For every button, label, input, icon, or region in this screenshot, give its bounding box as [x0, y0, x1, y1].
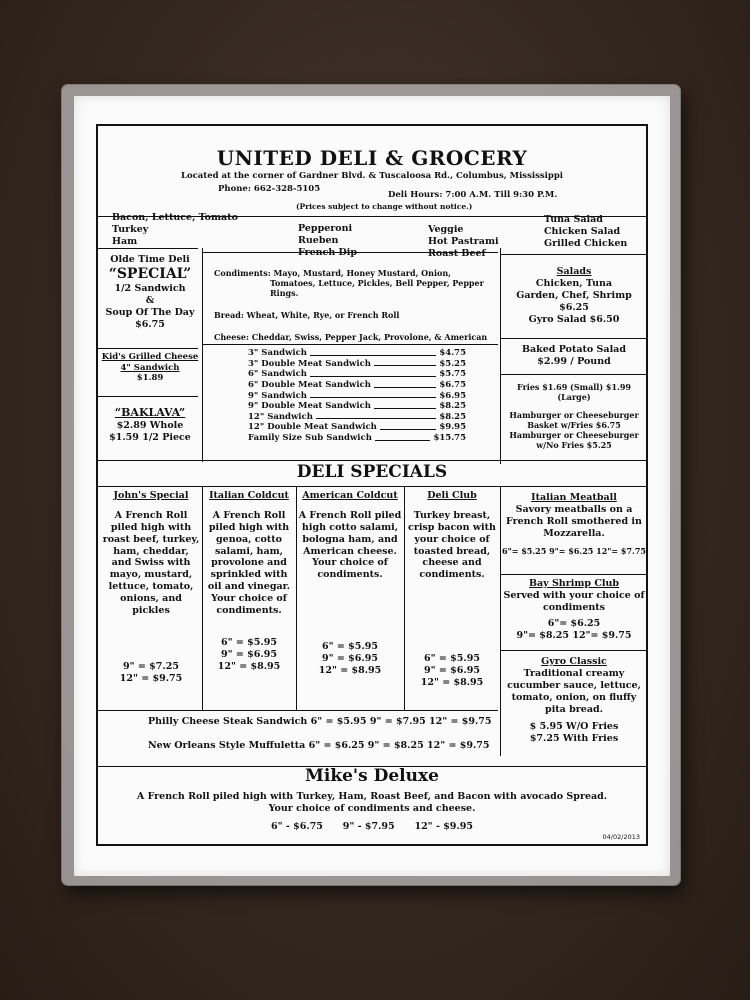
potato-price: $2.99 / Pound	[537, 355, 611, 367]
special-desc: Served with your choice of condiments	[503, 589, 645, 613]
special-title: “SPECIAL”	[108, 265, 192, 282]
special-price: 6"= $6.25	[547, 617, 601, 629]
size-row: 9" Sandwich $6.95	[248, 390, 466, 401]
special-desc: A French Roll piled high with roast beef, turkey, ham, cheddar, and Swiss with mayo, mustard, lettuce, tomato, onions, and pickles	[102, 509, 200, 616]
special-price: 9" = $6.95	[322, 653, 378, 664]
muffuletta-line: New Orleans Style Muffuletta 6" = $6.25 9" = $8.25 12" = $9.75	[148, 740, 490, 751]
menu-item: Chicken Salad	[544, 225, 621, 237]
special-name: Italian Coldcut	[209, 490, 289, 501]
salads-box	[500, 266, 648, 325]
special-name: Gyro Classic	[541, 656, 607, 667]
special-line: Olde Time Deli	[110, 254, 190, 265]
baklava-box	[98, 406, 202, 444]
size-row: 6" Double Meat Sandwich $6.75	[248, 379, 466, 390]
meats-col2	[298, 223, 357, 259]
special-line: &	[145, 295, 155, 307]
deluxe-title: Mike's Deluxe	[305, 766, 439, 786]
salads-title: Salads	[556, 266, 592, 277]
menu-item: Pepperoni	[298, 223, 353, 234]
menu-item: Rueben	[298, 234, 339, 246]
size-row: 12" Sandwich $8.25	[248, 411, 466, 422]
kids-size: 4" Sandwich	[120, 362, 180, 373]
condiments-text: Tomatoes, Lettuce, Pickles, Bell Pepper, Pepper Rings.	[270, 278, 484, 298]
special-price: 12" = $8.95	[318, 664, 382, 676]
size-row: 3" Sandwich $4.75	[248, 348, 466, 358]
kids-price: $1.89	[136, 373, 164, 384]
special-price: 9" = $6.95	[424, 665, 480, 676]
special-line: Soup Of The Day	[105, 307, 195, 319]
print-date: 04/02/2013	[602, 832, 640, 841]
location-text: Located at the corner of Gardner Blvd. & Tuscaloosa Rd., Columbus, Mississippi	[180, 171, 564, 181]
gyro-box	[502, 656, 646, 745]
baklava-title: “BAKLAVA”	[114, 406, 186, 419]
meats-col3	[428, 224, 499, 260]
kids-title: Kid's Grilled Cheese	[101, 352, 199, 362]
header	[98, 146, 646, 182]
size-price-list	[248, 348, 466, 444]
special-price: 6" = $5.95	[221, 636, 277, 648]
special-name: John's Special	[113, 490, 189, 501]
size-row: 9" Double Meat Sandwich $8.25	[248, 401, 466, 412]
meats-col1	[112, 212, 238, 248]
restaurant-title: UNITED DELI & GROCERY	[216, 146, 528, 170]
special-price: 6"= $5.25 9"= $6.25 12"= $7.75	[502, 545, 646, 556]
special-desc: Savory meatballs on a French Roll smothered in Mozzarella.	[506, 503, 642, 539]
philly-line: Philly Cheese Steak Sandwich 6" = $5.95 9" = $7.95 12" = $9.75	[148, 716, 492, 727]
deluxe-desc: Your choice of condiments and cheese.	[268, 803, 476, 815]
menu-item: Roast Beef	[428, 247, 486, 259]
deluxe-box	[98, 766, 646, 833]
special-price: $7.25 With Fries	[529, 733, 619, 745]
phone-text: Phone: 662-328-5105	[218, 184, 321, 194]
burger-line: Hamburger or Cheeseburger	[509, 410, 639, 420]
hours-text: Deli Hours: 7:00 A.M. Till 9:30 P.M.	[388, 190, 558, 200]
deluxe-prices: 6" - $6.75 9" - $7.95 12" - $9.95	[271, 821, 473, 832]
special-card	[204, 490, 294, 672]
special-name: Deli Club	[427, 490, 477, 501]
menu-item: Ham	[112, 235, 138, 247]
burger-line: Basket w/Fries $6.75	[527, 420, 621, 430]
shrimp-box	[502, 578, 646, 641]
special-name: American Coldcut	[302, 490, 398, 501]
potato-title: Baked Potato Salad	[522, 344, 626, 355]
special-price: 12" = $8.95	[217, 660, 281, 672]
salads-line: Garden, Chef, Shrimp	[516, 289, 632, 301]
special-price: 12" = $9.75	[119, 672, 183, 684]
deluxe-desc: A French Roll piled high with Turkey, Ham, Roast Beef, and Bacon with avocado Spread.	[136, 791, 608, 803]
special-name: Italian Meatball	[531, 492, 617, 503]
special-card	[102, 490, 200, 685]
menu-item: Veggie	[428, 224, 464, 235]
special-name: Bay Shrimp Club	[528, 578, 620, 589]
size-row: Family Size Sub Sandwich $15.75	[248, 433, 466, 443]
potato-box	[500, 344, 648, 368]
size-row: 3" Double Meat Sandwich $5.25	[248, 358, 466, 369]
deli-specials-title: DELI SPECIALS	[296, 462, 448, 482]
size-row: 6" Sandwich $5.75	[248, 369, 466, 380]
special-price: 12" = $8.95	[420, 676, 484, 688]
special-price: 9"= $8.25 12"= $9.75	[516, 629, 632, 641]
menu-item: Hot Pastrami	[428, 235, 499, 247]
menu-item: Turkey	[112, 223, 149, 235]
meats-col4	[544, 214, 627, 250]
size-row: 12" Double Meat Sandwich $9.95	[248, 422, 466, 433]
fries-price: Fries $1.69 (Small) $1.99 (Large)	[517, 382, 631, 402]
menu-item: Bacon, Lettuce, Tomato	[112, 212, 238, 223]
special-price: $ 5.95 W/O Fries	[529, 721, 619, 733]
special-desc: Turkey breast, crisp bacon with your choice of toasted bread, cheese and condiments.	[408, 509, 496, 581]
menu-item: French Dip	[298, 246, 358, 258]
special-desc: A French Roll piled high with genoa, cotto salami, ham, provolone and sprinkled with oil and vinegar. Your choice of condiments.	[207, 509, 291, 616]
options-box	[214, 268, 504, 342]
special-price: 6" = $5.95	[322, 641, 378, 653]
salads-price: Gyro Salad $6.50	[528, 313, 620, 325]
special-price: $6.75	[135, 319, 165, 330]
burger-line: w/No Fries $5.25	[536, 440, 612, 450]
salads-line: Chicken, Tuna	[535, 277, 613, 289]
special-box	[98, 254, 202, 331]
special-price: 6" = $5.95	[424, 653, 480, 665]
baklava-price: $1.59 1/2 Piece	[109, 431, 191, 443]
burger-box	[500, 382, 648, 450]
kids-box	[98, 352, 202, 384]
salads-price: $6.25	[559, 301, 589, 313]
condiments-text: Condiments: Mayo, Mustard, Honey Mustard, Onion,	[214, 268, 451, 278]
burger-line: Hamburger or Cheeseburger	[509, 430, 639, 440]
special-card	[406, 490, 498, 689]
special-line: 1/2 Sandwich	[114, 283, 186, 295]
special-desc: A French Roll piled high cotto salami, bologna ham, and American cheese. Your choice of condiments.	[298, 509, 402, 581]
special-desc: Traditional creamy cucumber sauce, lettuce, tomato, onion, on fluffy pita bread.	[507, 667, 641, 715]
special-card	[298, 490, 402, 677]
baklava-price: $2.89 Whole	[116, 419, 184, 431]
cheese-text: Cheese: Cheddar, Swiss, Pepper Jack, Provolone, & American	[214, 332, 488, 342]
deli-menu	[96, 124, 648, 846]
menu-item: Tuna Salad	[544, 214, 603, 225]
special-price: 9" = $7.25	[123, 660, 179, 672]
special-price: 9" = $6.95	[221, 648, 277, 660]
bread-text: Bread: Wheat, White, Rye, or French Roll	[214, 310, 400, 320]
menu-item: Grilled Chicken	[544, 237, 628, 249]
price-note: (Prices subject to change without notice.)	[296, 202, 473, 211]
meatball-box	[502, 492, 646, 556]
